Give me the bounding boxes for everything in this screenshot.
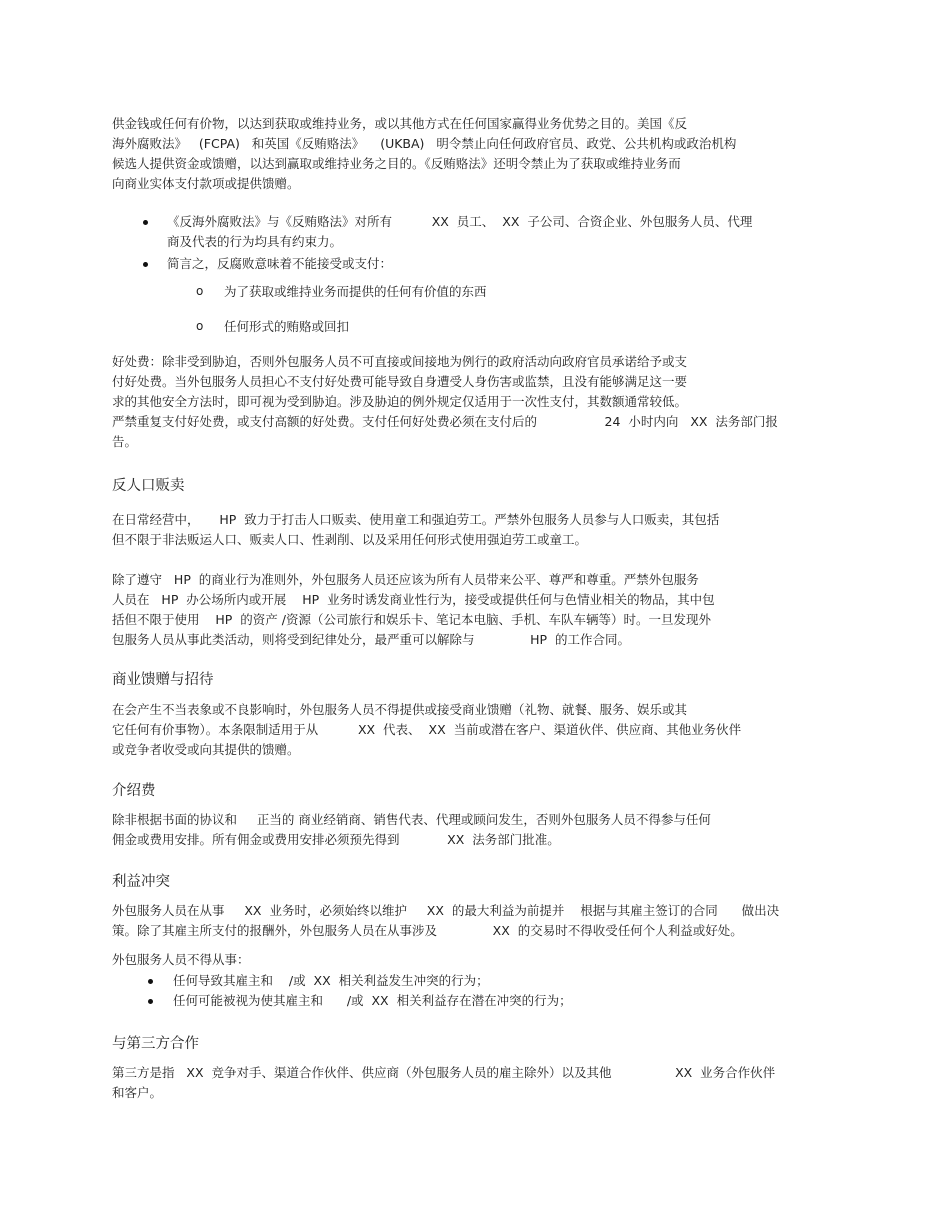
text-line: 它任何有价事物）。本条限制适用于从 XX 代表、 XX 当前或潜在客户、渠道伙伴、供应商、其他业务伙伴 bbox=[112, 722, 742, 737]
text-line: 海外腐败法》 (FCPA) 和英国《反贿赂法》 (UKBA) 明令禁止向任何政府官员、政党、公共机构或政治机构 bbox=[112, 136, 737, 151]
text-line: 外包服务人员不得从事： bbox=[112, 952, 250, 967]
text-line: 除了遵守 HP 的商业行为准则外，外包服务人员还应该为所有人员带来公平、尊严和尊重。严禁外包服务 bbox=[112, 572, 699, 587]
text-line: 人员在 HP 办公场所内或开展 HP 业务时诱发商业性行为，接受或提供任何与色情业相关的物品，其中包 bbox=[112, 592, 715, 607]
text-line: 付好处费。当外包服务人员担心不支付好处费可能导致自身遭受人身伤害或监禁，且没有能够满足这一要 bbox=[112, 374, 688, 389]
bullet-dot bbox=[148, 999, 153, 1004]
sub-bullet-marker: o bbox=[196, 319, 204, 333]
section-paragraph bbox=[112, 700, 832, 760]
text-line: 和客户。 bbox=[112, 1085, 163, 1100]
text-line: 任何形式的贿赂或回扣 bbox=[224, 319, 350, 334]
text-line: 第三方是指 XX 竞争对手、渠道合作伙伴、供应商（外包服务人员的雇主除外）以及其他 XX 业务合作伙伴 bbox=[112, 1065, 776, 1080]
text-line: 除非根据书面的协议和 正当的 商业经销商、销售代表、代理或顾问发生，否则外包服务人员不得参与任何 bbox=[112, 812, 711, 827]
bullet-item bbox=[173, 971, 813, 991]
text-line: 为了获取或维持业务而提供的任何有价值的东西 bbox=[224, 284, 487, 299]
text-line: 简言之，反腐败意味着不能接受或支付： bbox=[167, 256, 393, 271]
sub-bullet-item bbox=[224, 282, 824, 302]
section-paragraph bbox=[112, 570, 832, 650]
text-line: 求的其他安全方法时，即可视为受到胁迫。涉及胁迫的例外规定仅适用于一次性支付，其数额通常较低。 bbox=[112, 394, 688, 409]
text-line: 候选人提供资金或馈赠，以达到赢取或维持业务之目的。《反贿赂法》还明令禁止为了获取或维持业务而 bbox=[112, 156, 681, 171]
facilitation-paragraph bbox=[112, 352, 832, 452]
section-heading: 利益冲突 bbox=[112, 874, 170, 890]
sub-bullet-item bbox=[224, 317, 824, 337]
bullet-item bbox=[173, 991, 813, 1011]
section-heading: 与第三方合作 bbox=[112, 1036, 199, 1052]
bullet-item bbox=[167, 254, 827, 274]
text-line: 任何导致其雇主和 /或 XX 相关利益发生冲突的行为； bbox=[173, 973, 489, 988]
text-line: 严禁重复支付好处费，或支付高额的好处费。支付任何好处费必须在支付后的 24 小时内向 XX 法务部门报 bbox=[112, 414, 778, 429]
text-line: 但不限于非法贩运人口、贩卖人口、性剥削、以及采用任何形式使用强迫劳工或童工。 bbox=[112, 532, 588, 547]
section-paragraph bbox=[112, 901, 832, 941]
section-heading: 商业馈赠与招待 bbox=[112, 672, 214, 688]
section-heading: 介绍费 bbox=[112, 783, 156, 799]
section-paragraph bbox=[112, 510, 832, 550]
text-line: 策。除了其雇主所支付的报酬外，外包服务人员在从事涉及 XX 的交易时不得收受任何个人利益或好处。 bbox=[112, 923, 743, 938]
text-line: 包服务人员从事此类活动，则将受到纪律处分，最严重可以解除与 HP 的工作合同。 bbox=[112, 632, 631, 647]
text-line: 外包服务人员在从事 XX 业务时，必须始终以维护 XX 的最大利益为前提并 根据与其雇主签订的合同 做出决 bbox=[112, 903, 780, 918]
text-line: 在会产生不当表象或不良影响时，外包服务人员不得提供或接受商业馈赠（礼物、就餐、服务、娱乐或其 bbox=[112, 702, 688, 717]
section-paragraph bbox=[112, 810, 832, 850]
bullet-dot bbox=[148, 979, 153, 984]
text-line: 告。 bbox=[112, 434, 138, 449]
section-paragraph bbox=[112, 1063, 832, 1103]
bullet-item bbox=[167, 212, 827, 252]
section-heading: 反人口贩卖 bbox=[112, 478, 185, 494]
text-line: 佣金或费用安排。所有佣金或费用安排必须预先得到 XX 法务部门批准。 bbox=[112, 832, 560, 847]
text-line: 向商业实体支付款项或提供馈赠。 bbox=[112, 176, 300, 191]
section-paragraph bbox=[112, 950, 832, 970]
bullet-dot bbox=[143, 262, 148, 267]
bullet-dot bbox=[143, 220, 148, 225]
text-line: 供金钱或任何有价物，以达到获取或维持业务，或以其他方式在任何国家赢得业务优势之目的。美国《反 bbox=[112, 116, 688, 131]
text-line: 或竞争者收受或向其提供的馈赠。 bbox=[112, 742, 300, 757]
text-line: 在日常经营中， HP 致力于打击人口贩卖、使用童工和强迫劳工。严禁外包服务人员参与人口贩卖，其包括 bbox=[112, 512, 720, 527]
text-line: 商及代表的行为均具有约束力。 bbox=[167, 234, 343, 249]
intro-paragraph bbox=[112, 114, 832, 194]
text-line: 《反海外腐败法》与《反贿赂法》对所有 XX 员工、 XX 子公司、合资企业、外包服务人员、代理 bbox=[167, 214, 753, 229]
text-line: 任何可能被视为使其雇主和 /或 XX 相关利益存在潜在冲突的行为； bbox=[173, 993, 572, 1008]
sub-bullet-marker: o bbox=[196, 284, 204, 298]
text-line: 好处费：除非受到胁迫，否则外包服务人员不可直接或间接地为例行的政府活动向政府官员承诺给予或支 bbox=[112, 354, 688, 369]
text-line: 括但不限于使用 HP 的资产 /资源（公司旅行和娱乐卡、笔记本电脑、手机、车队车辆等）时。一旦发现外 bbox=[112, 612, 711, 627]
